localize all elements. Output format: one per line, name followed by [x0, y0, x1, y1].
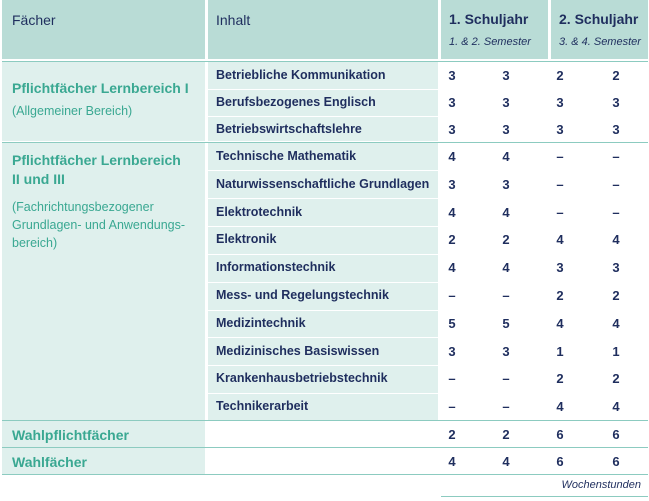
- row-divider: [208, 310, 438, 311]
- group1-subtitle: (Allgemeiner Bereich): [12, 104, 133, 118]
- hours-value: –: [502, 371, 510, 386]
- hours-value: –: [448, 371, 456, 386]
- header-year2-cell: [551, 0, 648, 59]
- subject-label: Betriebswirtschaftslehre: [216, 122, 362, 136]
- hours-value: 4: [612, 316, 620, 331]
- hours-value: 4: [612, 232, 620, 247]
- hours-value: 4: [556, 399, 564, 414]
- header-content: Inhalt: [216, 12, 251, 28]
- unit-note: Wochenstunden: [561, 479, 641, 491]
- hours-value: 2: [502, 427, 510, 442]
- hours-value: 3: [448, 95, 456, 110]
- subject-label: Medizintechnik: [216, 316, 306, 330]
- hours-value: –: [556, 177, 564, 192]
- hours-value: –: [612, 177, 620, 192]
- divider: [2, 142, 648, 143]
- hours-value: 6: [612, 427, 620, 442]
- hours-value: –: [448, 399, 456, 414]
- hours-value: 3: [612, 260, 620, 275]
- hours-value: 4: [502, 149, 510, 164]
- row-divider: [208, 365, 438, 366]
- hours-value: 2: [556, 68, 564, 83]
- hours-value: 6: [612, 454, 620, 469]
- subject-label: Berufsbezogenes Englisch: [216, 95, 376, 109]
- hours-value: 1: [612, 344, 620, 359]
- hours-value: 2: [448, 232, 456, 247]
- hours-value: 4: [502, 454, 510, 469]
- hours-value: 4: [448, 149, 456, 164]
- subject-label: Mess- und Regelungstechnik: [216, 288, 389, 302]
- group2-subtitle-line2: Grundlagen- und Anwendungs-: [12, 218, 186, 232]
- divider: [441, 496, 648, 497]
- hours-value: 2: [612, 68, 620, 83]
- hours-value: 2: [556, 371, 564, 386]
- header-year2-semester: 3. & 4. Semester: [559, 36, 641, 48]
- hours-value: 3: [502, 95, 510, 110]
- hours-value: 3: [556, 122, 564, 137]
- row-divider: [208, 198, 438, 199]
- row-divider: [208, 282, 438, 283]
- subject-label: Elektronik: [216, 232, 277, 246]
- hours-value: 3: [556, 260, 564, 275]
- divider: [2, 474, 648, 475]
- hours-value: 3: [448, 122, 456, 137]
- hours-value: 3: [556, 95, 564, 110]
- subject-label: Betriebliche Kommunikation: [216, 68, 386, 82]
- header-year1: 1. Schuljahr: [449, 11, 529, 27]
- hours-value: 6: [556, 454, 564, 469]
- hours-value: 3: [612, 122, 620, 137]
- hours-value: 2: [612, 371, 620, 386]
- hours-value: 3: [448, 344, 456, 359]
- hours-value: 5: [448, 316, 456, 331]
- group2-title-line2: II und III: [12, 171, 65, 187]
- header-subjects-cell: [2, 0, 205, 59]
- hours-value: 4: [502, 205, 510, 220]
- row-divider: [208, 254, 438, 255]
- group1-title: Pflichtfächer Lernbereich I: [12, 80, 189, 96]
- subject-label: Krankenhausbetriebstechnik: [216, 371, 388, 385]
- divider: [2, 420, 648, 421]
- hours-value: –: [612, 149, 620, 164]
- hours-value: 2: [556, 288, 564, 303]
- hours-value: –: [502, 288, 510, 303]
- group2-subtitle-line3: bereich): [12, 236, 58, 250]
- hours-value: 3: [502, 68, 510, 83]
- hours-value: 4: [448, 260, 456, 275]
- hours-value: –: [448, 288, 456, 303]
- header-year2: 2. Schuljahr: [559, 11, 639, 27]
- hours-value: 4: [556, 232, 564, 247]
- hours-value: 2: [448, 427, 456, 442]
- hours-value: –: [556, 149, 564, 164]
- hours-value: 2: [612, 288, 620, 303]
- hours-value: 4: [448, 205, 456, 220]
- row-divider: [208, 89, 438, 90]
- divider: [2, 447, 648, 448]
- footer-row-title: Wahlpflichtfächer: [12, 427, 129, 443]
- hours-value: 4: [612, 399, 620, 414]
- hours-value: 3: [502, 344, 510, 359]
- hours-value: 4: [556, 316, 564, 331]
- footer-row-title: Wahlfächer: [12, 454, 87, 470]
- subject-label: Technikerarbeit: [216, 399, 309, 413]
- subject-label: Technische Mathematik: [216, 149, 357, 163]
- group2-title-line1: Pflichtfächer Lernbereich: [12, 152, 181, 168]
- hours-value: –: [556, 205, 564, 220]
- hours-value: 1: [556, 344, 564, 359]
- header-content-cell: [208, 0, 438, 59]
- hours-value: 6: [556, 427, 564, 442]
- row-divider: [208, 226, 438, 227]
- hours-value: –: [502, 399, 510, 414]
- hours-value: 3: [502, 177, 510, 192]
- hours-value: 2: [502, 232, 510, 247]
- header-subjects: Fächer: [12, 12, 56, 28]
- subject-label: Elektrotechnik: [216, 205, 303, 219]
- subject-label: Naturwissenschaftliche Grundlagen: [216, 177, 430, 191]
- hours-value: 4: [502, 260, 510, 275]
- hours-value: 3: [502, 122, 510, 137]
- hours-value: 4: [448, 454, 456, 469]
- subject-label: Informationstechnik: [216, 260, 336, 274]
- header-year1-cell: [441, 0, 548, 59]
- divider: [2, 61, 648, 62]
- hours-value: 3: [448, 68, 456, 83]
- row-divider: [208, 337, 438, 338]
- row-divider: [208, 393, 438, 394]
- subject-label: Medizinisches Basiswissen: [216, 344, 380, 358]
- hours-value: 5: [502, 316, 510, 331]
- hours-value: –: [612, 205, 620, 220]
- header-year1-semester: 1. & 2. Semester: [449, 36, 531, 48]
- hours-value: 3: [612, 95, 620, 110]
- hours-value: 3: [448, 177, 456, 192]
- row-divider: [208, 170, 438, 171]
- row-divider: [208, 116, 438, 117]
- group2-subtitle-line1: (Fachrichtungsbezogener: [12, 200, 154, 214]
